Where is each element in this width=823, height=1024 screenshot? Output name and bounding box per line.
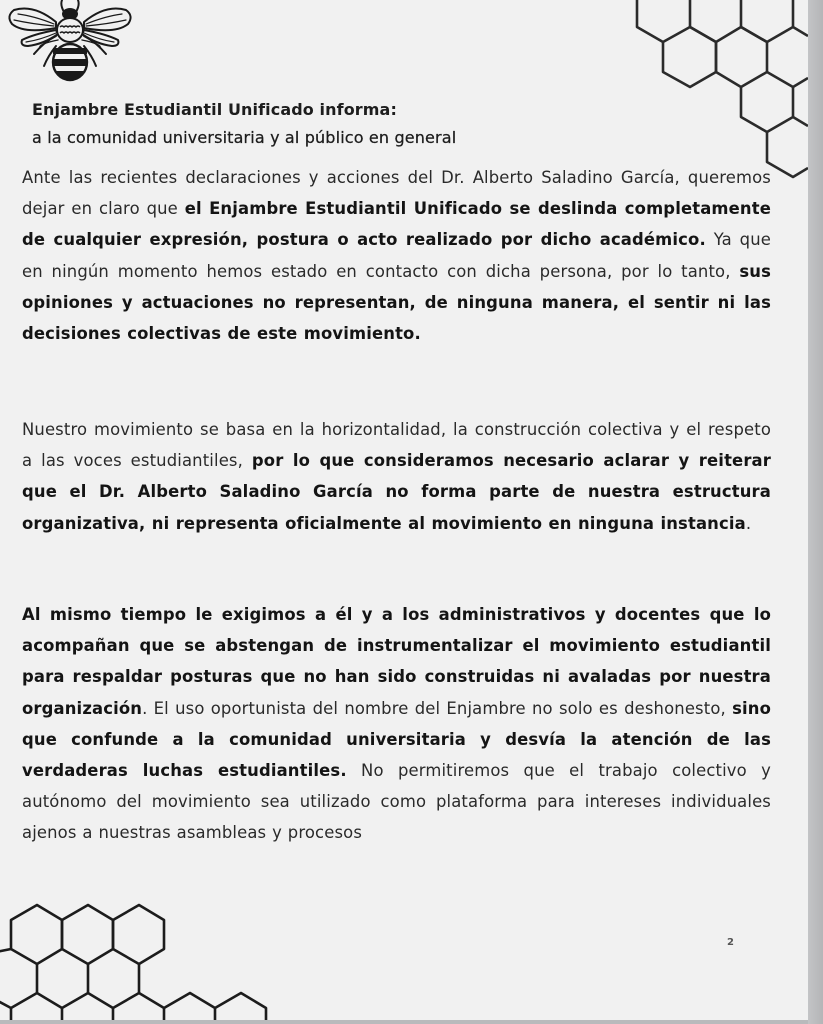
text-segment-bold: sino que confunde a la comunidad universitaria y desvía la atención de las verdaderas luchas estudiantiles. [22, 698, 771, 781]
text-segment-bold: Al mismo tiempo le exigimos a él y a los administrativos y docentes que lo acompañan que se abstengan de instrumentalizar el movimiento estudiantil para respaldar posturas que no han sido construidas ni avaladas por nuestra organización [22, 605, 771, 718]
text-segment-bold: sus opiniones y actuaciones no representan, de ninguna manera, el sentir ni las decisiones colectivas de este movimiento. [22, 261, 771, 344]
heading-title: Enjambre Estudiantil Unificado informa: [32, 100, 397, 119]
viewer-edge [808, 0, 823, 1024]
document-heading [32, 96, 456, 152]
text-segment-bold: por lo que consideramos necesario aclarar y reiterar que el Dr. Alberto Saladino García no forma parte de nuestra estructura organizativa, ni representa oficialmente al movimiento en ninguna instancia [22, 451, 771, 533]
page-number: 2 [727, 937, 734, 948]
text-segment: Nuestro movimiento se basa en la horizontalidad, la construcción colectiva y el respeto a las voces estudiantiles, [22, 420, 771, 471]
text-segment: Ante las recientes declaraciones y acciones del Dr. Alberto Saladino García, queremos dejar en claro que [22, 168, 771, 219]
text-segment: . El uso oportunista del nombre del Enjambre no solo es deshonesto, [142, 698, 733, 718]
text-segment: Ya que en ningún momento hemos estado en contacto con dicha persona, por lo tanto, [22, 230, 771, 281]
heading-subtitle: a la comunidad universitaria y al público en general [32, 128, 457, 147]
paragraph-2 [22, 414, 771, 539]
paragraph-3 [22, 599, 771, 849]
paragraph-1 [22, 162, 771, 349]
bee-logo-icon [4, 0, 134, 84]
text-segment-bold: el Enjambre Estudiantil Unificado se deslinda completamente de cualquier expresión, postura o acto realizado por dicho académico. [22, 199, 771, 250]
text-segment: . [745, 513, 752, 533]
text-segment: No permitiremos que el trabajo colectivo y autónomo del movimiento sea utilizado como plataforma para intereses individuales ajenos a nuestras asambleas y procesos [22, 761, 771, 843]
honeycomb-bottom-left-icon [0, 895, 280, 1020]
